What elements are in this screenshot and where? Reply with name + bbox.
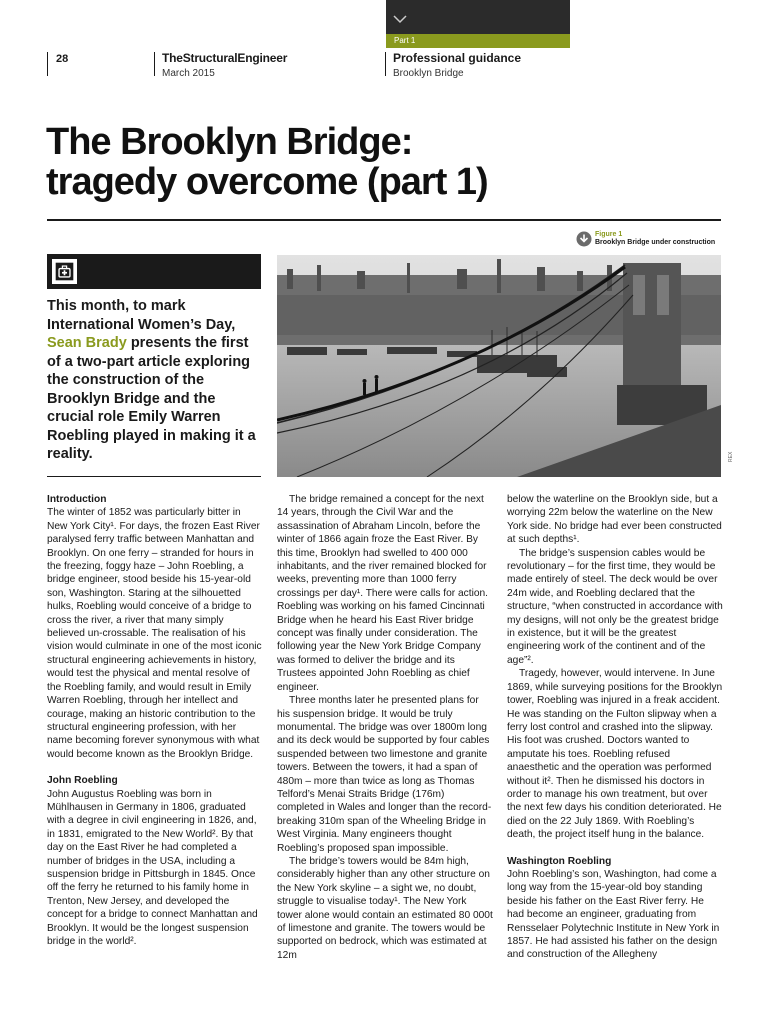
intro-rule — [47, 476, 261, 477]
standfirst-text: presents the first of a two-part article exploring the construction of the Brooklyn Bridge and the crucial role Emily Warren Roebling played in making it a reality. — [47, 335, 256, 462]
page-title — [46, 122, 666, 202]
paragraph: The bridge’s suspension cables would be revolutionary – for the first time, they would be made entirely of steel. The deck would be over 24m wide, and Roebling declared that the structure, “when constructed in accordance with my designs, will not only be the greatest bridge in existence, but it will be the greatest engineering work of the continent and of the age”². — [507, 547, 723, 666]
section-heading: Washington Roebling — [507, 855, 612, 867]
paragraph: John Roebling’s son, Washington, had come a long way from the 15-year-old boy standing beside his father on the East River ferry. He had become an engineer, graduating from Rensselaer Polytechnic Institute in New York in 1857. He had assisted his father on the design and construction of the Allegheny — [507, 868, 720, 961]
article-column-2 — [277, 493, 493, 962]
issue-date: March 2015 — [162, 68, 215, 79]
download-arrow-icon[interactable] — [576, 231, 592, 247]
header-divider — [385, 52, 386, 76]
figure-label: Figure 1 — [595, 231, 623, 238]
standfirst-text: This month, to mark International Women’s Day, — [47, 298, 236, 333]
chevron-down-icon[interactable] — [392, 14, 408, 24]
photo-credit: REX — [728, 451, 734, 462]
part-label: Part 1 — [394, 36, 416, 45]
bridge-construction-photo — [277, 255, 721, 477]
title-rule — [47, 219, 721, 221]
section-tab — [386, 0, 570, 34]
section-subtitle: Brooklyn Bridge — [393, 68, 464, 79]
figure-caption-text: Brooklyn Bridge under construction — [595, 239, 716, 246]
paragraph: John Augustus Roebling was born in Mühlhausen in Germany in 1806, graduated with a degree in civil engineering in 1826, and, in 1831, emigrated to the New World². By that day on the East River he had completed a number of bridges in the USA, including a suspension bridge in Pittsburgh in 1845. Once off the ferry he returned to his family home in Trenton, New Jersey, and developed the concept for a bridge to connect Manhattan and Brooklyn. It would be the longest suspension bridge in the world². — [47, 788, 258, 947]
article-column-1 — [47, 493, 263, 948]
title-line-1: The Brooklyn Bridge: — [46, 121, 413, 163]
intro-icon-bar — [47, 254, 261, 289]
paragraph: Three months later he presented plans for his suspension bridge. It would be truly monumental. The bridge was over 1800m long and its deck would be supported by four cables suspended between two limestone and granite towers. Between the towers, it had a span of 480m – more than twice as long as Thomas Telford’s Menai Straits Bridge (176m) completed in Wales and longer than the record-breaking 310m span of the Wheeling Bridge in West Virginia. Many engineers thought Roebling’s proposed span impossible. — [277, 695, 492, 854]
magazine-name: TheStructuralEngineer — [162, 51, 288, 65]
standfirst — [47, 297, 261, 464]
author-name[interactable]: Sean Brady — [47, 335, 127, 351]
header-divider — [47, 52, 48, 76]
section-heading: John Roebling — [47, 775, 118, 787]
paragraph: The winter of 1852 was particularly bitter in New York City¹. For days, the frozen East River paralysed ferry traffic between Manhattan and Brooklyn. On one ferry – stranded for hours in the freezing, foggy haze – John Roebling, a bridge engineer, stood beside his 15-year-old son, Washington. Staring at the silhouetted hulks, Roebling would conceive of a bridge to cross the river, a river that many simply believed un-crossable. The realisation of his vision would culminate in one of the most iconic structural engineering achievements in history, would test the physical and mental resolve of the Roebling family, and would result in Emily Warren Roebling, through her intellect and courage, making an historic contribution to the structural engineering profession, with her name becoming forever synonymous with what would become known as the Brooklyn Bridge. — [47, 507, 262, 760]
section-heading: Introduction — [47, 494, 107, 505]
paragraph: Tragedy, however, would intervene. In June 1869, while surveying positions for the Brooklyn tower, Roebling was injured in a freak accident. He was standing on the Fulton slipway when a ferry lost control and crashed into the slipway. His foot was crushed. Doctors wanted to amputate his toes. Roebling refused anaesthetic and the operation was performed without it². Then he dismissed his doctors in order to manage his own treatment, but over the next few days his condition deteriorated. He died on the 22 July 1869. With Roebling’s death, the project itself hung in the balance. — [507, 668, 723, 841]
header-divider — [154, 52, 155, 76]
paragraph: The bridge remained a concept for the next 14 years, through the Civil War and the assassination of Abraham Lincoln, before the winter of 1866 again froze the East River. By this time, Brooklyn had swelled to 400 000 inhabitants, and the river remained blocked for weeks, preventing more than 1000 ferry crossings per day¹. There were calls for action. Roebling was working on his famed Cincinnati Bridge when he heard his East River bridge concept was finally under consideration. The following year the New York Bridge Company was formed to deliver the bridge and its Trustees appointed John Roebling as chief engineer. — [277, 494, 489, 693]
section-title: Professional guidance — [393, 51, 522, 65]
article-column-3 — [507, 493, 723, 962]
first-aid-case-icon — [52, 259, 77, 284]
page-number: 28 — [56, 53, 69, 65]
title-line-2: tragedy overcome (part 1) — [46, 161, 488, 203]
paragraph: The bridge’s towers would be 84m high, considerably higher than any other structure on the New York skyline – a sight we, no doubt, struggle to visualise today¹. The New York tower alone would contain an estimated 80 000t of limestone and granite. The towers would be supported on bedrock, which was estimated at 12m — [277, 855, 493, 961]
paragraph: below the waterline on the Brooklyn side, but a worrying 22m below the waterline on the New York side. No bridge had ever been constructed at such depths¹. — [507, 494, 722, 546]
